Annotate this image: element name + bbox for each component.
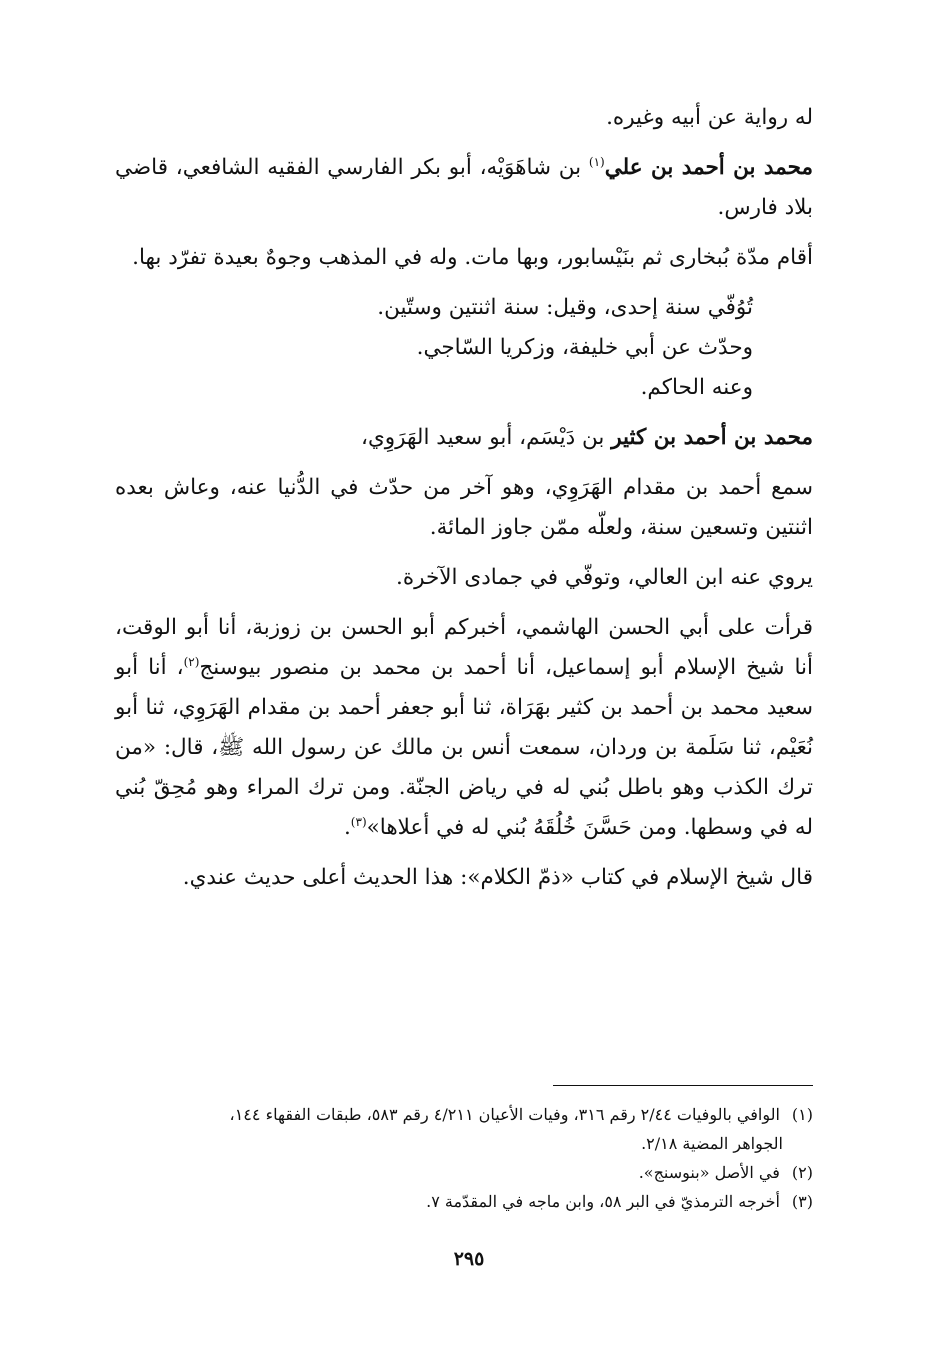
footnote-separator (553, 1085, 813, 1086)
hadith-end: . (343, 815, 351, 840)
footnote-text: أخرجه الترمذيّ في البر ٥٨، وابن ماجه في المقدّمة ٧. (426, 1192, 780, 1211)
hadith-text: ، أنا أبو سعيد محمد بن أحمد بن كثير بهَرَاة، ثنا أبو جعفر أحمد بن مقدام الهَرَوِي، ثنا أبو نُعَيْم، ثنا سَلَمة بن وردان، سمعت أنس بن مالك عن رسول الله ﷺ، قال: «من ترك الكذب وهو باطل بُني له في رياض الجنّة. ومن ترك المراء وهو مُحِقّ بُني له في وسطها. ومن حَسَّنَ خُلُقَهُ بُني له في أعلاها» (115, 655, 813, 840)
footnote-marker[interactable]: (٢) (183, 654, 200, 669)
footnote-number: (٣) (791, 1192, 813, 1211)
hadith-chain: قرأت على أبي الحسن الهاشمي، أخبركم أبو الحسن بن زوزبة، أنا أبو الوقت، أنا شيخ الإسلام أبو إسماعيل، أنا أحمد بن محمد بن منصور بيوسنج (115, 615, 813, 680)
paragraph: وعنه الحاكم. (640, 375, 753, 400)
entry-name: محمد بن أحمد بن كثير (611, 425, 813, 450)
entry-details: بن شاهَوَيْه، أبو بكر الفارسي الفقيه الشافعي، قاضي بلاد فارس. (115, 155, 813, 220)
paragraph: وحدّث عن أبي خليفة، وزكريا السّاجي. (416, 335, 753, 360)
footnote-text: الوافي بالوفيات ٢/٤٤ رقم ٣١٦، وفيات الأعيان ٤/٢١١ رقم ٥٨٣، طبقات الفقهاء ١٤٤، (229, 1105, 780, 1124)
paragraph: تُوُفّي سنة إحدى، وقيل: سنة اثنتين وستّين. (377, 295, 753, 320)
entry-name: محمد بن أحمد بن علي (604, 155, 813, 180)
page-number: ٢٩٥ (453, 1248, 485, 1270)
paragraph: يروي عنه ابن العالي، وتوفّي في جمادى الآخرة. (396, 565, 813, 590)
footnote-continuation: الجواهر المضية ٢/١٨. (641, 1134, 783, 1153)
footnote (115, 1158, 813, 1187)
footnote (115, 1187, 813, 1216)
footnote-text: في الأصل «بنوسنج». (638, 1163, 780, 1182)
footnote-number: (٢) (791, 1163, 813, 1182)
hadith-paragraph (115, 608, 813, 848)
main-text (115, 98, 813, 898)
footnote (115, 1100, 813, 1129)
paragraph: له رواية عن أبيه وغيره. (606, 105, 813, 130)
paragraph: أقام مدّة بُبخارى ثم بنَيْسابور، وبها مات. وله في المذهب وجوهٌ بعيدة تفرّد بها. (132, 245, 813, 270)
paragraph: سمع أحمد بن مقدام الهَرَوِي، وهو آخر من حدّث في الدُّنيا عنه، وعاش بعده اثنتين وتسعين سنة، ولعلّه ممّن جاوز المائة. (115, 475, 813, 540)
footnotes (115, 1100, 813, 1216)
entry-details: بن دَيْسَم، أبو سعيد الهَرَوِي، (361, 425, 612, 450)
footnote-number: (١) (791, 1105, 813, 1124)
biography-entry (115, 418, 813, 458)
footnote-marker[interactable]: (١) (588, 154, 605, 169)
paragraph: قال شيخ الإسلام في كتاب «ذمّ الكلام»: هذا الحديث أعلى حديث عندي. (182, 865, 813, 890)
footnote-marker[interactable]: (٣) (350, 814, 367, 829)
biography-entry (115, 148, 813, 228)
